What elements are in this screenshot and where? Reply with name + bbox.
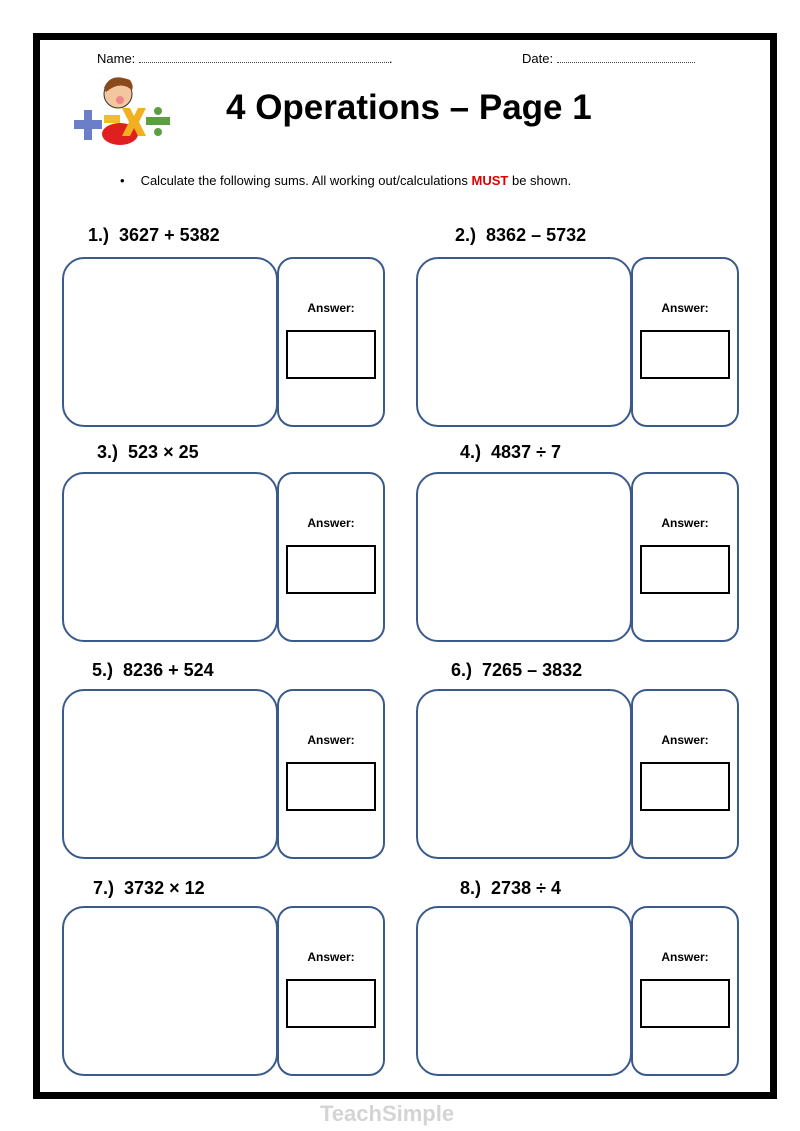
instructions-text-end: be shown.	[508, 173, 572, 188]
instructions-text: Calculate the following sums. All working out/calculations	[140, 173, 472, 188]
working-area[interactable]	[416, 257, 632, 427]
answer-label: Answer:	[661, 301, 709, 315]
problem-label	[93, 878, 205, 899]
answer-label: Answer:	[661, 733, 709, 747]
answer-label: Answer:	[307, 301, 355, 315]
emphasis-must: MUST	[471, 173, 509, 188]
answer-panel	[631, 257, 739, 427]
problem-number: 4.)	[460, 442, 482, 462]
problem-label	[460, 878, 561, 899]
problem-label	[92, 660, 214, 681]
problem-expression: 7265 – 3832	[482, 660, 583, 680]
answer-box[interactable]	[640, 762, 730, 811]
problem-expression: 523 × 25	[128, 442, 199, 462]
answer-label: Answer:	[661, 516, 709, 530]
problem-number: 1.)	[88, 225, 110, 245]
problem-expression: 3732 × 12	[124, 878, 205, 898]
answer-panel	[277, 257, 385, 427]
answer-label: Answer:	[307, 516, 355, 530]
problem-number: 8.)	[460, 878, 482, 898]
answer-label: Answer:	[307, 733, 355, 747]
problem-number: 6.)	[451, 660, 473, 680]
answer-panel	[631, 906, 739, 1076]
answer-box[interactable]	[286, 545, 376, 594]
working-area[interactable]	[416, 472, 632, 642]
answer-box[interactable]	[286, 330, 376, 379]
problem-number: 3.)	[97, 442, 119, 462]
answer-box[interactable]	[640, 979, 730, 1028]
working-area[interactable]	[62, 257, 278, 427]
date-line[interactable]	[557, 52, 695, 63]
answer-panel	[631, 472, 739, 642]
name-field[interactable]: Name: .	[97, 51, 393, 66]
problem-label	[88, 225, 220, 246]
problem-label	[97, 442, 199, 463]
problem-expression: 8236 + 524	[123, 660, 214, 680]
problem-number: 7.)	[93, 878, 115, 898]
problem-number: 2.)	[455, 225, 477, 245]
answer-panel	[277, 689, 385, 859]
answer-label: Answer:	[661, 950, 709, 964]
page-title: 4 Operations – Page 1	[226, 88, 592, 127]
answer-panel	[631, 689, 739, 859]
working-area[interactable]	[62, 906, 278, 1076]
answer-panel	[277, 472, 385, 642]
problem-expression: 2738 ÷ 4	[491, 878, 561, 898]
problem-expression: 4837 ÷ 7	[491, 442, 561, 462]
answer-box[interactable]	[640, 545, 730, 594]
problem-number: 5.)	[92, 660, 114, 680]
answer-box[interactable]	[286, 762, 376, 811]
watermark: TeachSimple	[320, 1101, 455, 1126]
problem-expression: 8362 – 5732	[486, 225, 587, 245]
problem-label	[451, 660, 582, 681]
problem-expression: 3627 + 5382	[119, 225, 220, 245]
working-area[interactable]	[62, 472, 278, 642]
date-label: Date:	[522, 51, 554, 66]
answer-box[interactable]	[640, 330, 730, 379]
math-character-illustration	[70, 72, 175, 147]
instructions	[120, 173, 571, 188]
problem-label	[460, 442, 561, 463]
working-area[interactable]	[62, 689, 278, 859]
name-label: Name:	[97, 51, 136, 66]
bullet: •	[120, 173, 125, 188]
answer-label: Answer:	[307, 950, 355, 964]
name-line[interactable]	[139, 52, 389, 63]
date-field[interactable]	[522, 51, 695, 66]
answer-panel	[277, 906, 385, 1076]
problem-label	[455, 225, 586, 246]
working-area[interactable]	[416, 906, 632, 1076]
working-area[interactable]	[416, 689, 632, 859]
answer-box[interactable]	[286, 979, 376, 1028]
